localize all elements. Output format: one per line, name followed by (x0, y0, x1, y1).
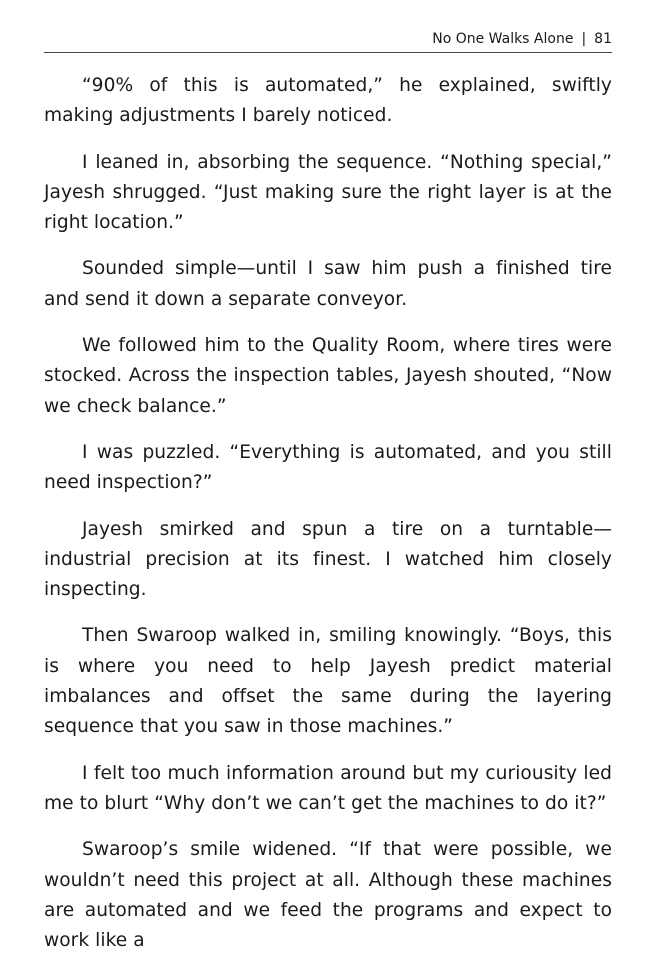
header-separator: | (581, 31, 587, 47)
page-number: 81 (594, 31, 612, 47)
body-text (44, 71, 612, 972)
paragraph: I leaned in, absorbing the sequence. “Nothing special,” Jayesh shrugged. “Just making sure the right layer is at the right location.” (44, 151, 612, 234)
running-header (432, 30, 612, 48)
paragraph: We followed him to the Quality Room, where tires were stocked. Across the inspection tables, Jayesh shouted, “Now we check balance.” (44, 335, 612, 417)
book-title: No One Walks Alone (432, 31, 574, 47)
paragraph: “90% of this is automated,” he explained, swiftly making adjustments I barely noticed. (44, 75, 612, 127)
paragraph: I felt too much information around but my curiousity led me to blurt “Why don’t we can’t get the machines to do it?” (44, 762, 612, 814)
paragraph: I was puzzled. “Everything is automated, and you still need inspection?” (44, 441, 612, 494)
paragraph: Jayesh smirked and spun a tire on a turntable—industrial precision at its finest. I watched him closely inspecting. (44, 518, 612, 601)
book-page (44, 0, 612, 952)
paragraph: Swaroop’s smile widened. “If that were possible, we wouldn’t need this project at all. Although these machines are automated and we feed the programs and expect to work like a (44, 839, 612, 952)
paragraph: Then Swaroop walked in, smiling knowingly. “Boys, this is where you need to help Jayesh predict material imbalances and offset the same during the layering sequence that you saw in those machines.” (44, 625, 612, 738)
paragraph: Sounded simple—until I saw him push a finished tire and send it down a separate conveyor. (44, 258, 612, 310)
header-rule (44, 52, 612, 53)
